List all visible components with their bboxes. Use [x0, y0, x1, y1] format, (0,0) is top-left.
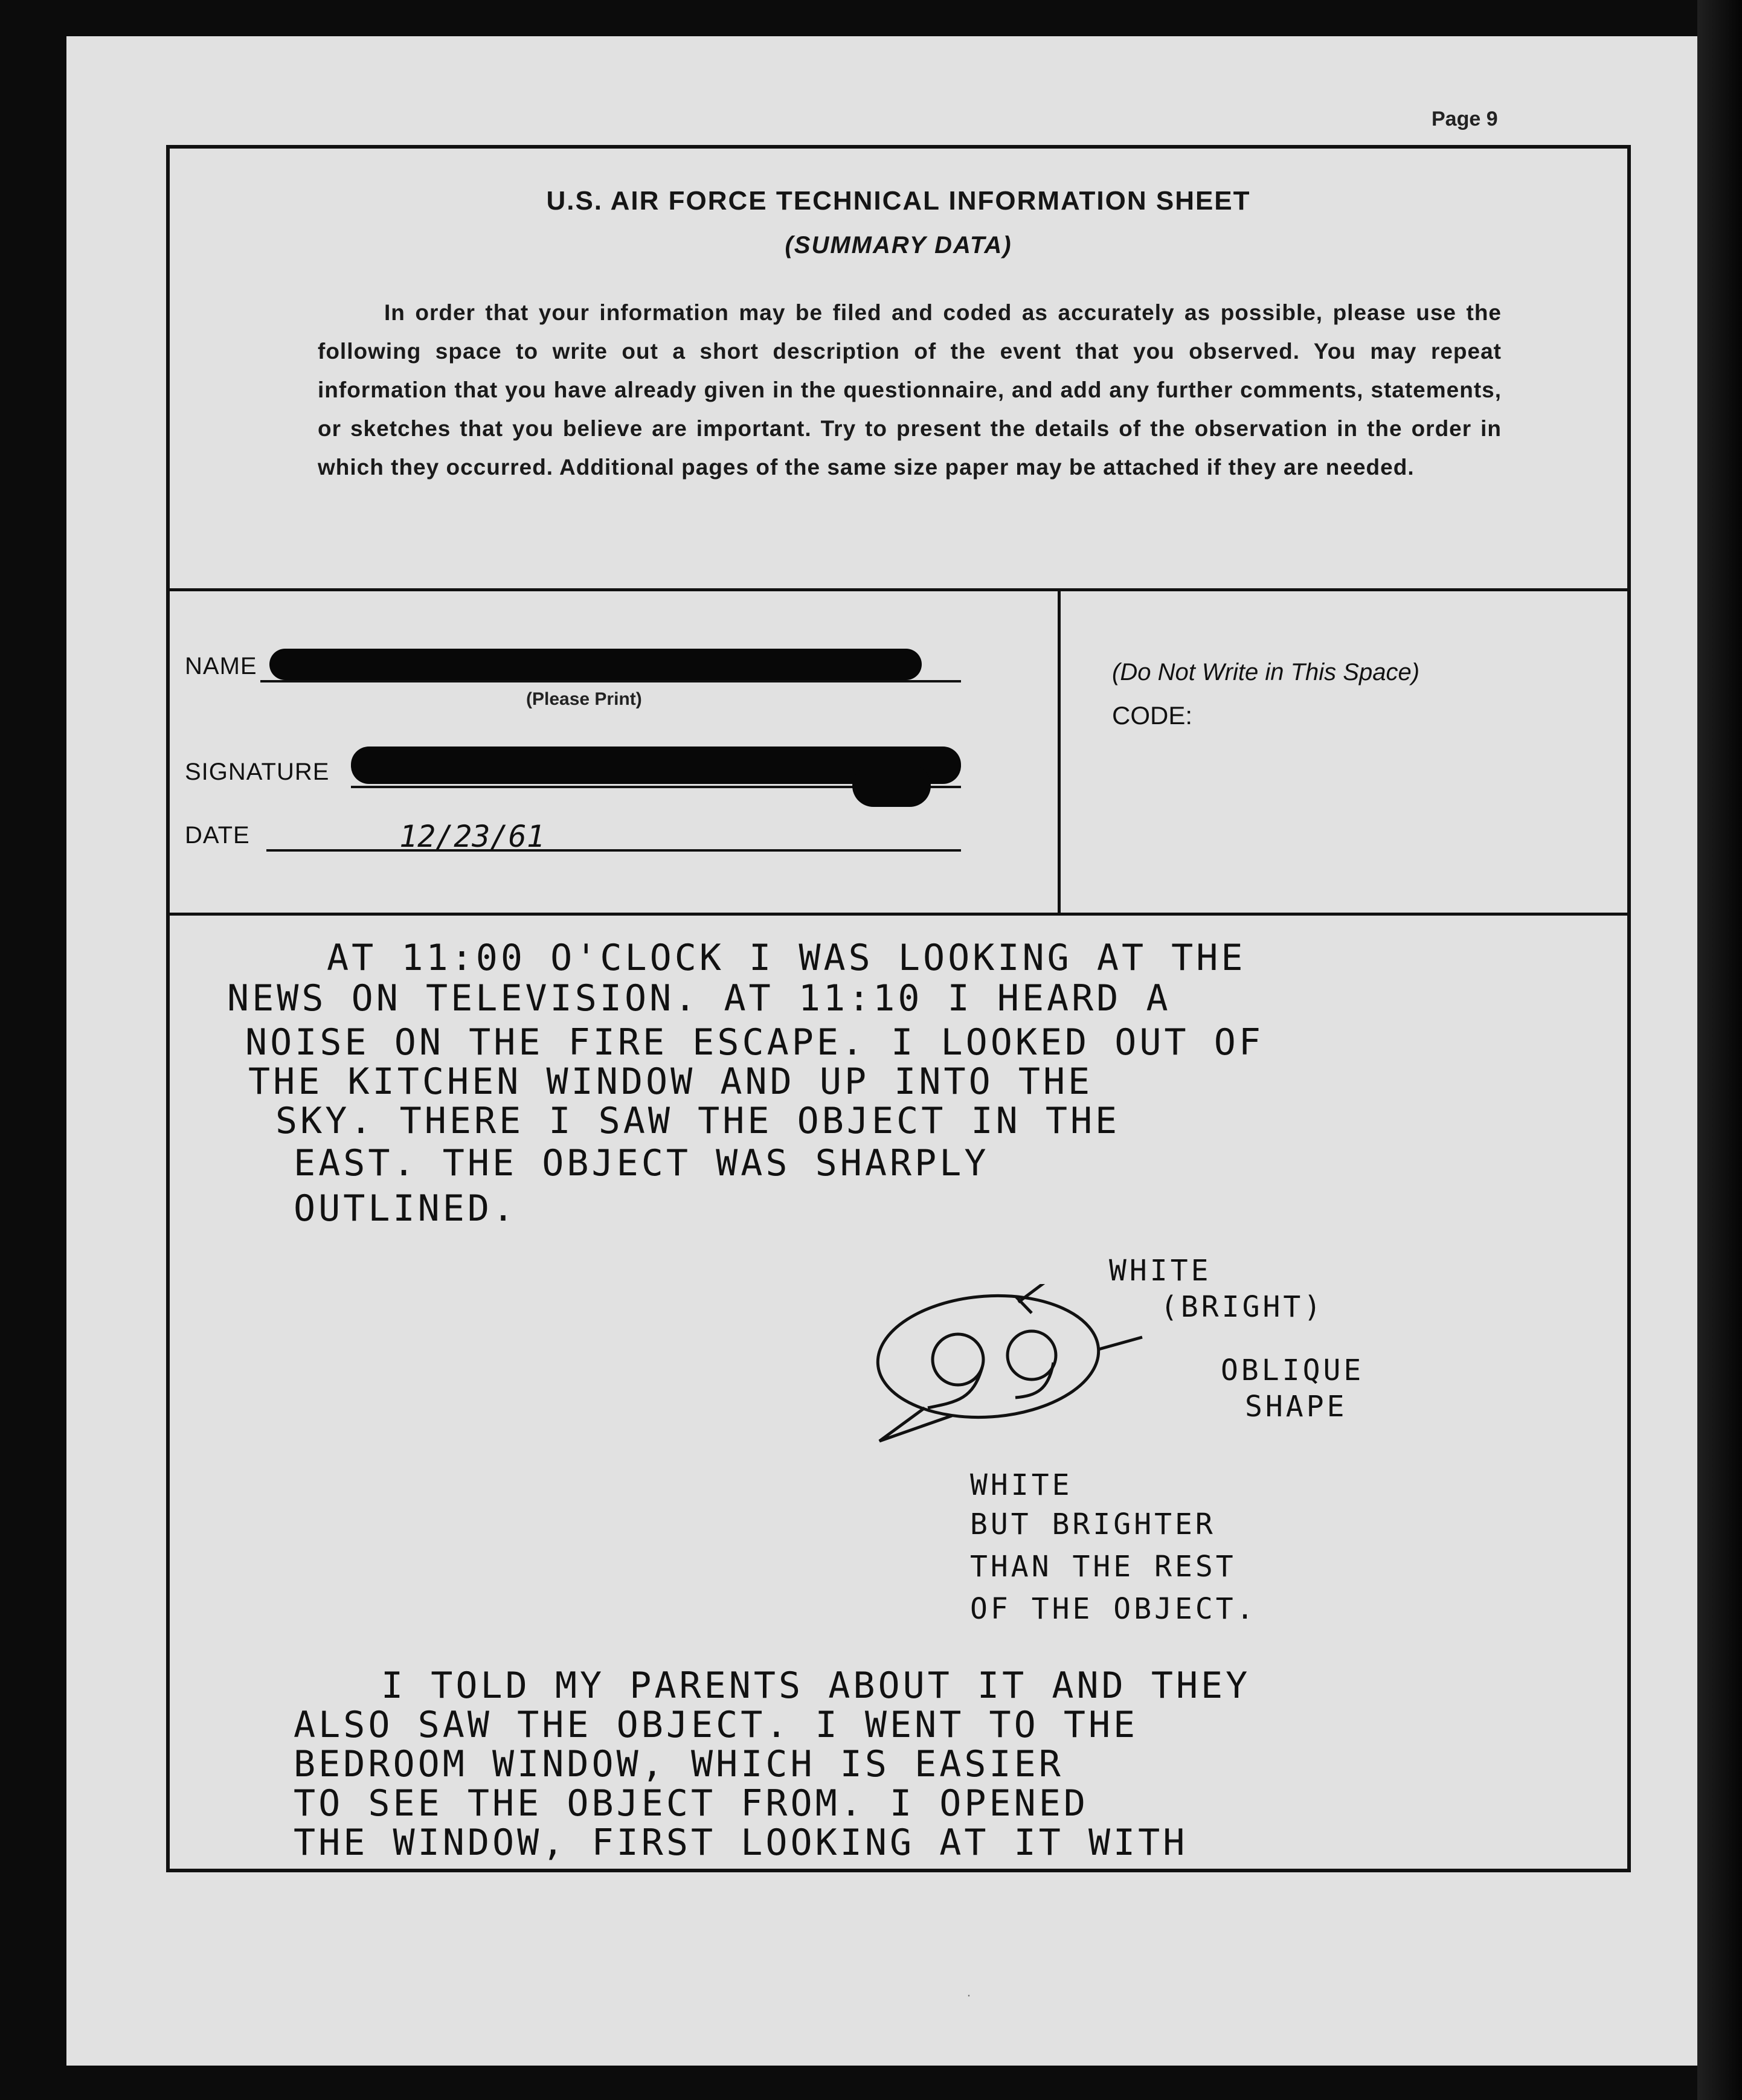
sketch-note-line: WHITE: [970, 1468, 1073, 1502]
bright-spot-left: [933, 1334, 983, 1385]
narrative-line: BEDROOM WINDOW, WHICH IS EASIER: [294, 1743, 1064, 1785]
scan-edge: [1697, 0, 1742, 2100]
narrative-line: THE WINDOW, FIRST LOOKING AT IT WITH: [294, 1822, 1188, 1864]
sketch-label-oblique: OBLIQUE: [1221, 1353, 1364, 1387]
form-instructions: In order that your information may be filed and coded as accurately as possible, please use the following space to write out a short description of the event that you observed. You may repeat information that you have already given in the questionnaire, and add any further comments, statements, or sketches that you believe are important. Try to present the details of the observation in the order in which they occurred. Additional pages of the same size paper may be attached if they are needed.: [318, 300, 1502, 480]
form-subtitle: (SUMMARY DATA): [785, 232, 1012, 258]
form-title: U.S. AIR FORCE TECHNICAL INFORMATION SHEET: [546, 186, 1251, 216]
section-divider-bottom: [170, 913, 1627, 916]
narrative-line: AT 11:00 O'CLOCK I WAS LOOKING AT THE: [327, 937, 1246, 979]
name-redaction: [269, 649, 922, 680]
office-use-note: (Do Not Write in This Space): [1112, 659, 1420, 686]
name-line: [260, 680, 961, 682]
code-label: CODE:: [1112, 701, 1193, 730]
sketch-label-white: WHITE: [1109, 1254, 1212, 1288]
object-outline: [873, 1288, 1102, 1424]
narrative-line: I TOLD MY PARENTS ABOUT IT AND THEY: [381, 1665, 1251, 1707]
scan-speck: ·: [966, 1987, 971, 2003]
sketch-note-line: THAN THE REST: [970, 1550, 1236, 1584]
object-sketch: [867, 1284, 1351, 1501]
narrative-line: OUTLINED.: [294, 1187, 518, 1230]
date-label: DATE: [185, 822, 250, 849]
narrative-line: NOISE ON THE FIRE ESCAPE. I LOOKED OUT OF: [245, 1021, 1264, 1064]
technical-information-form: [166, 145, 1631, 1872]
section-divider-top: [170, 588, 1627, 591]
date-line: [266, 849, 961, 852]
bright-spot-right: [1008, 1331, 1056, 1379]
please-print-note: (Please Print): [526, 689, 642, 709]
date-value: 12/23/61: [399, 819, 545, 854]
narrative-line: NEWS ON TELEVISION. AT 11:10 I HEARD A: [227, 977, 1171, 1019]
sketch-label-bright: (BRIGHT): [1160, 1290, 1325, 1324]
narrative-line: SKY. THERE I SAW THE OBJECT IN THE: [275, 1100, 1120, 1142]
signature-redaction-tail: [852, 765, 931, 807]
sketch-note-line: OF THE OBJECT.: [970, 1592, 1257, 1626]
pointer-right: [1099, 1337, 1142, 1349]
narrative-line: ALSO SAW THE OBJECT. I WENT TO THE: [294, 1704, 1139, 1746]
narrative-line: TO SEE THE OBJECT FROM. I OPENED: [294, 1782, 1088, 1825]
sketch-label-shape: SHAPE: [1245, 1390, 1348, 1424]
narrative-line: EAST. THE OBJECT WAS SHARPLY: [294, 1142, 989, 1184]
page-number: Page 9: [1432, 108, 1498, 130]
name-label: NAME: [185, 653, 257, 679]
signature-label: SIGNATURE: [185, 759, 330, 785]
narrative-line: THE KITCHEN WINDOW AND UP INTO THE: [248, 1061, 1093, 1103]
sketch-note-line: BUT BRIGHTER: [970, 1508, 1216, 1541]
column-divider: [1058, 588, 1061, 913]
